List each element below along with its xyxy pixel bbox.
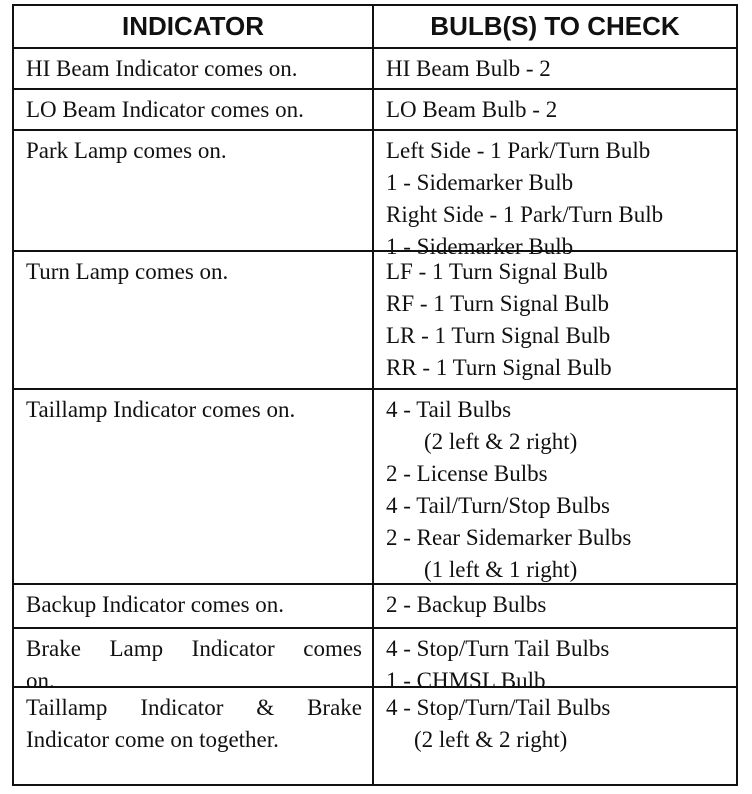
bulb-text: 1 - CHMSL Bulb	[386, 668, 546, 693]
bulb-text: Right Side - 1 Park/Turn Bulb	[386, 202, 664, 227]
bulbs-cell	[374, 585, 736, 629]
indicator-cell	[14, 252, 374, 390]
indicator-text: Taillamp Indicator comes on.	[26, 397, 296, 422]
bulb-text: 2 - Rear Sidemarker Bulbs	[386, 525, 632, 550]
indicator-text: Taillamp Indicator & Brake	[26, 695, 362, 720]
bulb-text: 2 - Backup Bulbs	[386, 592, 547, 617]
indicator-cell	[14, 688, 374, 784]
bulbs-cell	[374, 252, 736, 390]
bulb-text: HI Beam Bulb - 2	[386, 56, 551, 81]
bulb-text: RR - 1 Turn Signal Bulb	[386, 355, 612, 380]
indicator-text: Backup Indicator comes on.	[26, 592, 285, 617]
bulb-text: LR - 1 Turn Signal Bulb	[386, 323, 611, 348]
bulbs-cell	[374, 629, 736, 693]
bulb-text: Left Side - 1 Park/Turn Bulb	[386, 138, 651, 163]
bulb-text: RF - 1 Turn Signal Bulb	[386, 291, 610, 316]
indicator-text: Brake Lamp Indicator comes	[26, 636, 362, 661]
bulb-text: 1 - Sidemarker Bulb	[386, 234, 574, 259]
indicator-text: Indicator come on together.	[26, 727, 279, 752]
indicator-text: LO Beam Indicator comes on.	[26, 97, 304, 122]
bulbs-cell	[374, 131, 736, 259]
bulb-text: LO Beam Bulb - 2	[386, 97, 558, 122]
indicator-text: HI Beam Indicator comes on.	[26, 56, 298, 81]
bulbs-cell	[374, 49, 736, 90]
bulb-text: 4 - Stop/Turn Tail Bulbs	[386, 636, 610, 661]
bulbs-cell	[374, 688, 736, 784]
bulb-text: 4 - Tail Bulbs	[386, 397, 512, 422]
bulb-text: 1 - Sidemarker Bulb	[386, 170, 574, 195]
bulbs-cell	[374, 390, 736, 585]
header-bulbs: BULB(S) TO CHECK	[374, 6, 736, 49]
bulbs-cell	[374, 90, 736, 131]
indicator-text: Park Lamp comes on.	[26, 138, 227, 163]
indicator-cell	[14, 131, 374, 252]
indicator-text: Turn Lamp comes on.	[26, 259, 229, 284]
bulb-text: (1 left & 1 right)	[424, 557, 578, 582]
bulb-text: (2 left & 2 right)	[414, 727, 568, 752]
indicator-text: on.	[26, 668, 55, 693]
indicator-cell	[14, 585, 374, 629]
header-indicator: INDICATOR	[14, 6, 374, 49]
bulb-text: LF - 1 Turn Signal Bulb	[386, 259, 608, 284]
bulb-text: 4 - Stop/Turn/Tail Bulbs	[386, 695, 611, 720]
bulb-check-table	[12, 4, 738, 786]
indicator-cell	[14, 49, 374, 90]
bulb-text: 2 - License Bulbs	[386, 461, 548, 486]
indicator-cell	[14, 629, 374, 693]
indicator-cell	[14, 90, 374, 131]
bulb-text: (2 left & 2 right)	[424, 429, 578, 454]
indicator-cell	[14, 390, 374, 585]
bulb-text: 4 - Tail/Turn/Stop Bulbs	[386, 493, 610, 518]
